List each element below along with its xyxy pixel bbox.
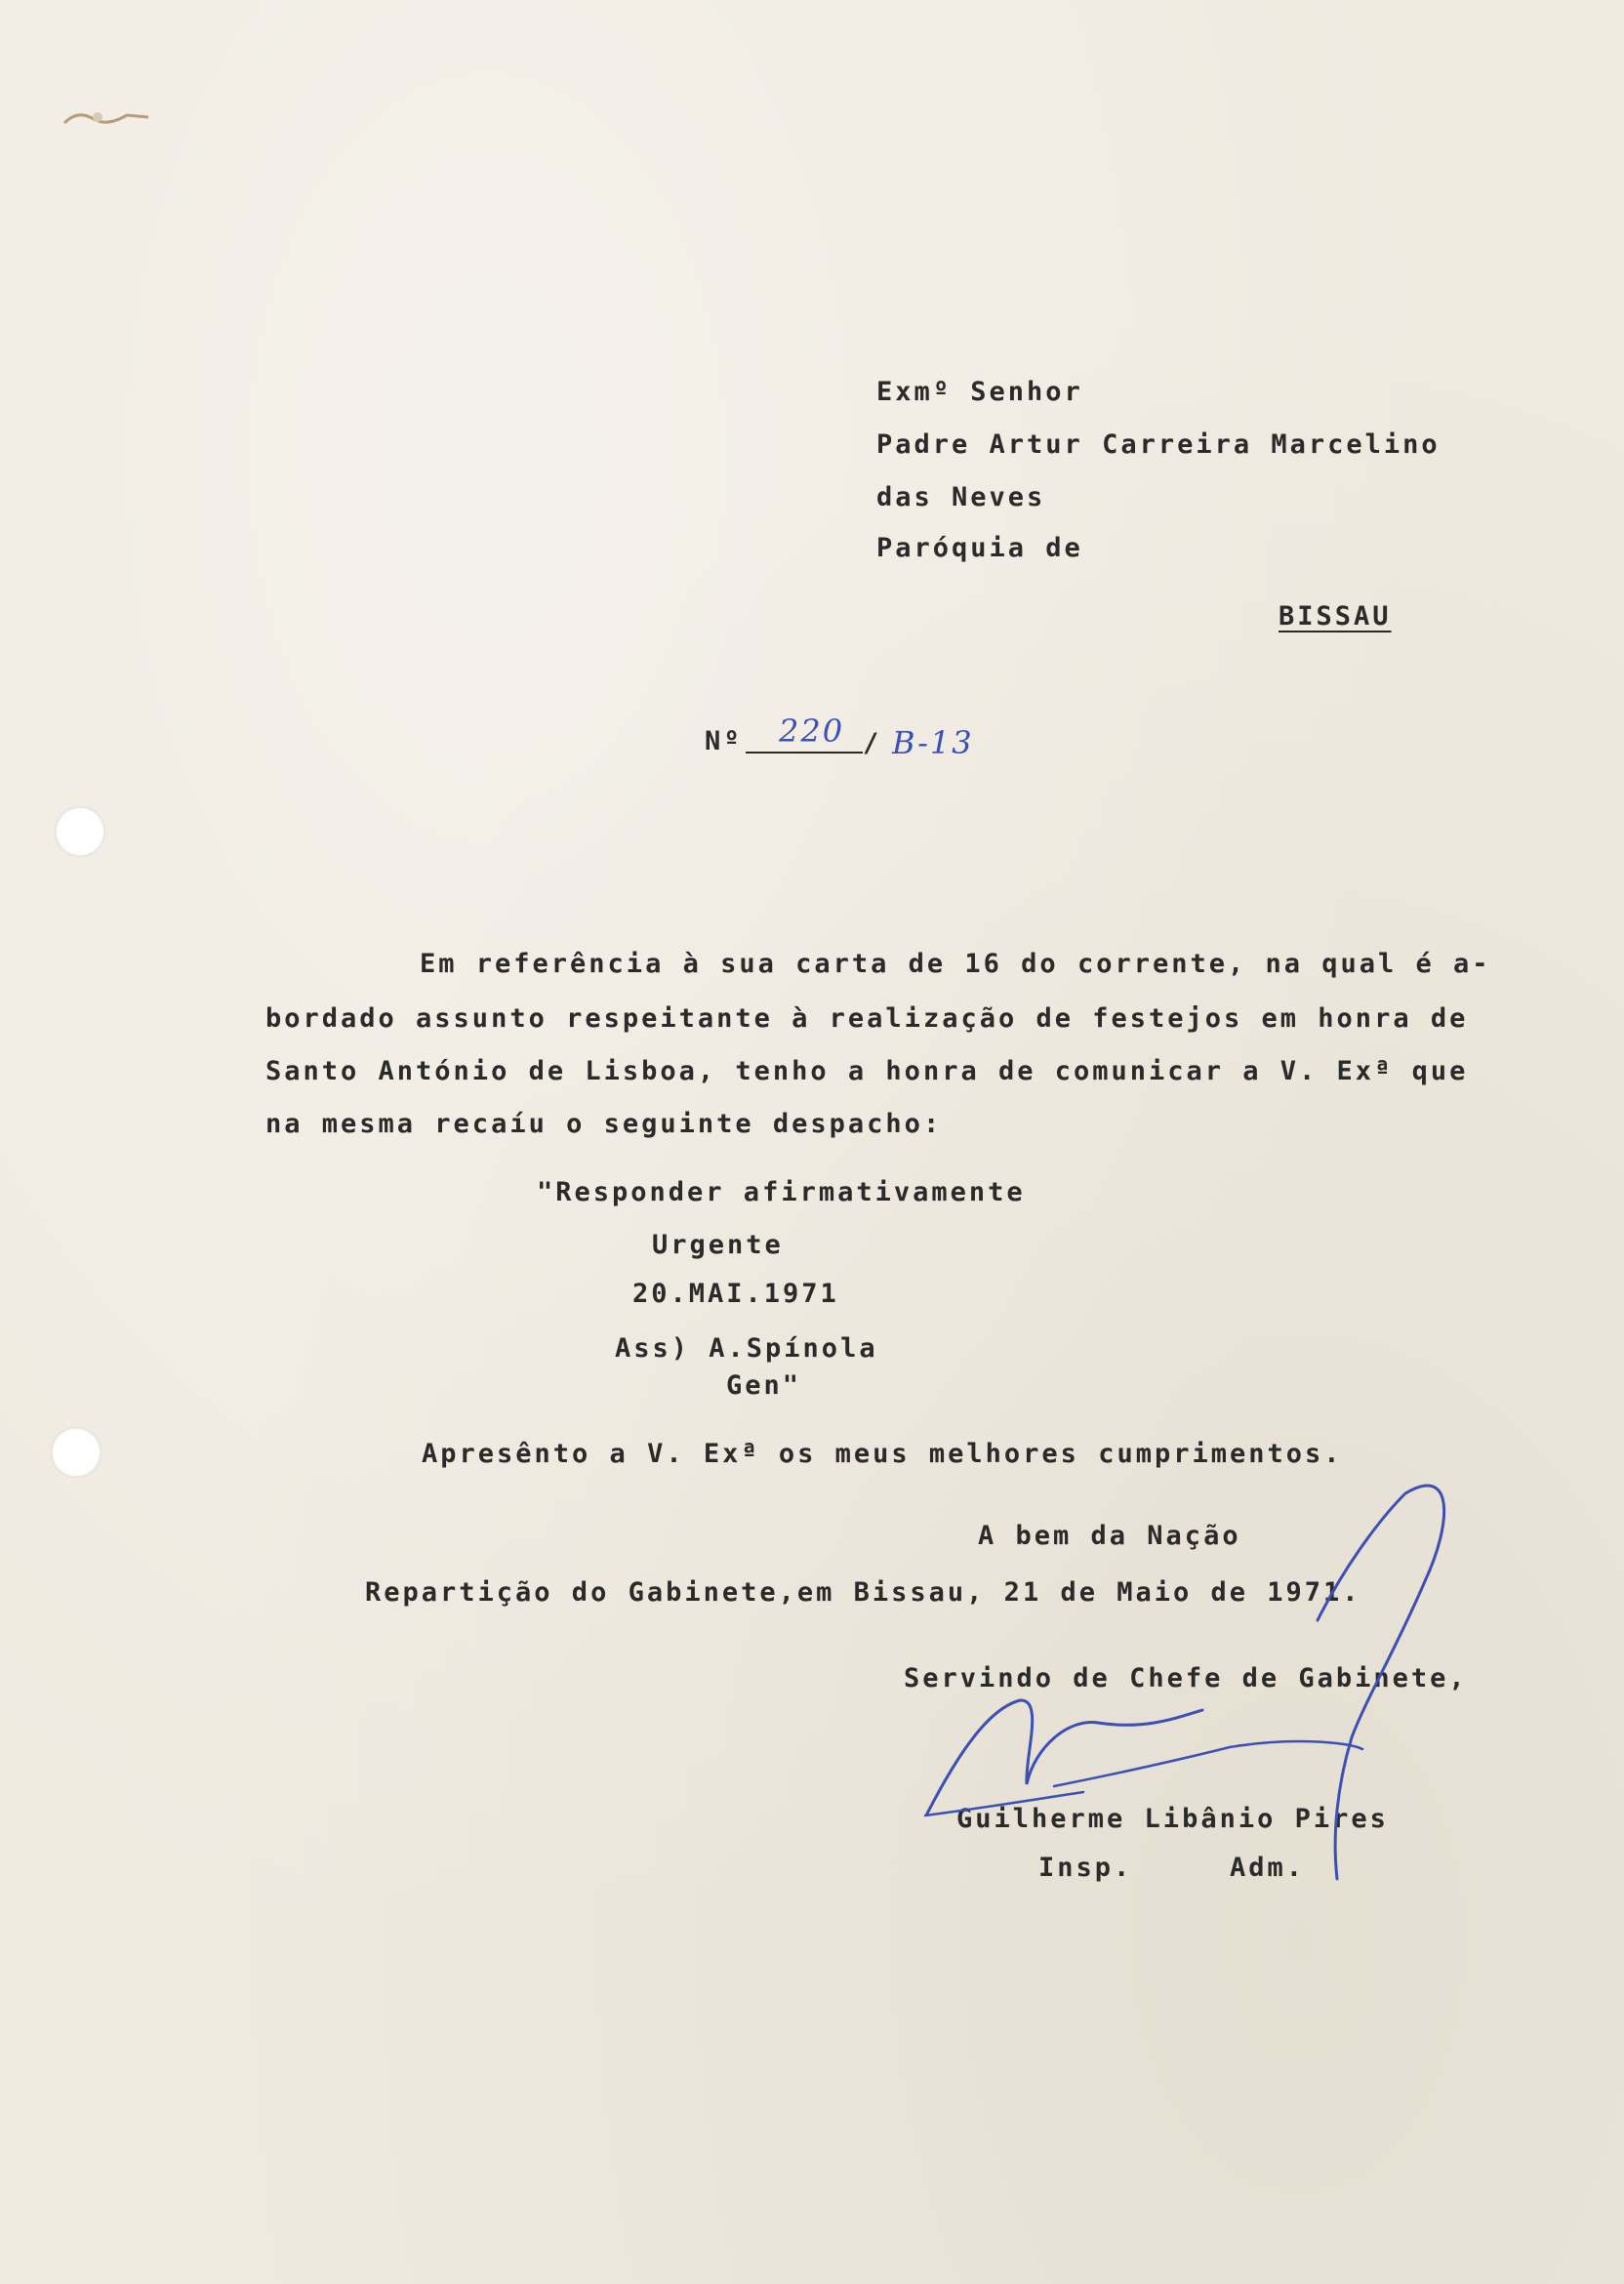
reference-series: B-13 — [892, 724, 974, 761]
addressee-name-line1: Padre Artur Carreira Marcelino — [876, 429, 1441, 460]
closing-role: Servindo de Chefe de Gabinete, — [904, 1663, 1468, 1693]
reference-number: 220 — [779, 713, 845, 750]
despacho-line-3: 20.MAI.1971 — [632, 1279, 839, 1309]
body-line-2: bordado assunto respeitante à realização de festejos em honra de — [265, 1003, 1469, 1034]
body-line-4: na mesma recaíu o seguinte despacho: — [265, 1109, 943, 1139]
signer-title-1: Insp. — [1038, 1853, 1133, 1883]
closing-place-date: Repartição do Gabinete,em Bissau, 21 de Maio de 1971. — [365, 1577, 1361, 1608]
closing-motto: A bem da Nação — [978, 1521, 1241, 1551]
parish-label: Paróquia de — [876, 533, 1083, 563]
reference-prefix: Nº — [705, 726, 743, 756]
despacho-line-2: Urgente — [652, 1230, 784, 1260]
despacho-line-4: Ass) A.Spínola — [615, 1333, 878, 1364]
despacho-line-1: "Responder afirmativamente — [537, 1177, 1026, 1207]
closing-greeting: Apresênto a V. Exª os meus melhores cumprimentos. — [422, 1439, 1343, 1469]
signer-name: Guilherme Libânio Pires — [956, 1804, 1389, 1834]
body-line-1: Em referência à sua carta de 16 do corrente, na qual é a- — [420, 949, 1491, 979]
signer-title-2: Adm. — [1230, 1853, 1306, 1883]
addressee-name-line2: das Neves — [876, 482, 1046, 512]
salutation: Exmº Senhor — [876, 377, 1083, 407]
body-line-3: Santo António de Lisboa, tenho a honra de comunicar a V. Exª que — [265, 1056, 1469, 1086]
city: BISSAU — [1279, 601, 1392, 632]
despacho-line-5: Gen" — [726, 1370, 802, 1401]
reference-separator: / — [863, 728, 882, 758]
